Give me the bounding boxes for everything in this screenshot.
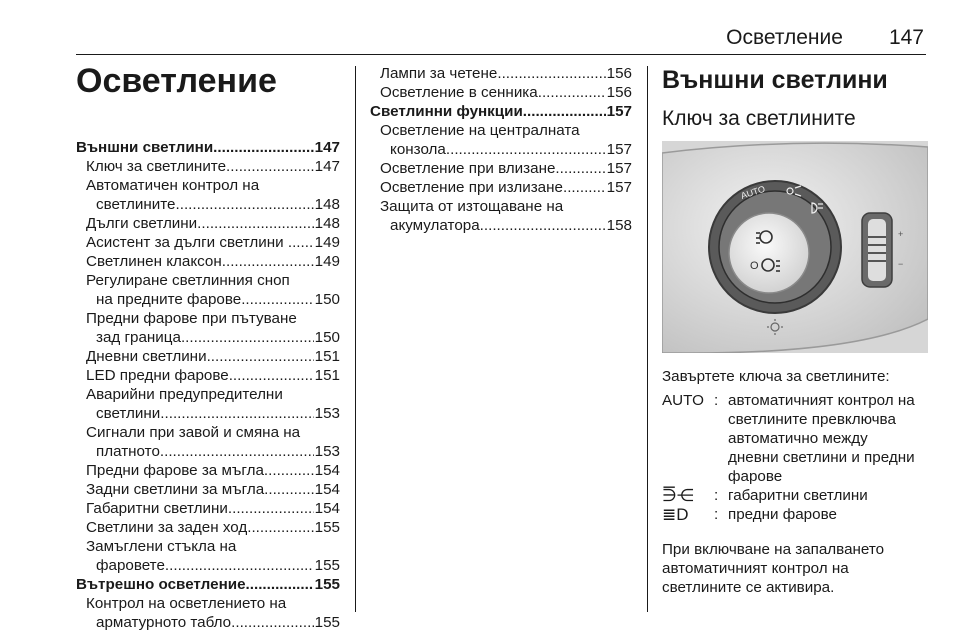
toc-page-number: 155 [314, 576, 340, 593]
toc-entry [370, 197, 632, 235]
toc-leader-dots [446, 140, 606, 159]
toc-page-number: 157 [606, 179, 632, 196]
toc-entry [370, 178, 632, 197]
toc-entry-label: конзола [390, 141, 446, 158]
toc-row [76, 252, 340, 271]
toc-page-number: 155 [314, 557, 340, 574]
toc-entry-label: Сигнали при завой и смяна на [86, 424, 301, 441]
page-number: 147 [888, 26, 924, 49]
toc-entry-label: LED предни фарове [86, 367, 229, 384]
toc-row [370, 216, 632, 235]
toc-row [370, 64, 632, 83]
toc-page-number: 148 [314, 215, 340, 232]
toc-page-number: 148 [314, 196, 340, 213]
switch-auto-label: AUTO [739, 183, 767, 201]
svg-text:+: + [898, 229, 904, 239]
toc-leader-dots [247, 518, 313, 537]
toc-row [76, 347, 340, 366]
toc-leader-dots [160, 442, 314, 461]
toc-section-entry [76, 138, 340, 157]
toc-page-number: 157 [606, 141, 632, 158]
toc-entry-label: Осветление при излизане [380, 179, 563, 196]
toc-entry [370, 64, 632, 83]
toc-entry [76, 157, 340, 176]
toc-leader-dots [160, 404, 313, 423]
toc-row [370, 102, 632, 121]
toc-row [76, 138, 340, 157]
right-column [662, 64, 928, 597]
toc-entry [370, 121, 632, 159]
light-switch-figure [662, 141, 928, 353]
toc-page-number: 156 [606, 84, 632, 101]
toc-leader-dots [241, 290, 313, 309]
toc-row [76, 499, 340, 518]
toc-entry-label: Външни светлини [76, 139, 214, 156]
toc-row [76, 233, 340, 252]
toc-row [76, 480, 340, 499]
toc-row [370, 159, 632, 178]
toc-row [370, 140, 632, 159]
toc-entry-label: Замъглени стъкла на [86, 538, 237, 555]
definition-line: фарове [728, 468, 783, 485]
table-of-contents-continued [370, 64, 632, 235]
outro-line: автоматичният контрол на [662, 560, 849, 577]
toc-entry-label: Лампи за четене [380, 65, 498, 82]
toc-leader-dots [246, 575, 314, 594]
toc-entry-label: Дълги светлини [86, 215, 198, 232]
left-column [76, 58, 340, 632]
toc-page-number: 156 [606, 65, 632, 82]
toc-entry-label: светлините [96, 196, 176, 213]
auto-term: AUTO [662, 392, 704, 409]
toc-leader-dots [176, 195, 314, 214]
toc-leader-dots [555, 159, 605, 178]
toc-row [76, 461, 340, 480]
toc-row [76, 404, 340, 423]
toc-leader-dots [538, 83, 606, 102]
definition-row [662, 505, 928, 524]
toc-page-number: 149 [314, 234, 340, 251]
toc-page-number: 155 [314, 519, 340, 536]
definition-line: светлините превключва [728, 411, 896, 428]
definition-colon: : [714, 506, 719, 523]
subsection-heading: Ключ за светлините [662, 107, 856, 130]
toc-entry-label: Задни светлини за мъгла [86, 481, 265, 498]
toc-row [76, 290, 340, 309]
toc-page-number: 153 [314, 443, 340, 460]
definition-description [728, 391, 928, 486]
definition-line: габаритни светлини [728, 487, 868, 504]
headlight-symbol-icon: ≣D [662, 505, 689, 524]
toc-entry-label: Контрол на осветлението на [86, 595, 287, 612]
toc-entry-label: Габаритни светлини [86, 500, 228, 517]
toc-row [76, 328, 340, 347]
outro-line: При включване на запалването [662, 541, 885, 558]
running-header-title: Осветление [726, 26, 843, 49]
column-divider-right [647, 66, 648, 612]
toc-row [76, 195, 340, 214]
toc-leader-dots [480, 216, 606, 235]
toc-entry [76, 423, 340, 461]
chapter-title: Осветление [76, 62, 277, 100]
toc-entry [76, 461, 340, 480]
toc-entry [76, 385, 340, 423]
toc-entry-label: Предни фарове при пътуване [86, 310, 297, 327]
toc-entry-label: фаровете [96, 557, 165, 574]
toc-row [370, 178, 632, 197]
toc-entry-label: Светлинен клаксон [86, 253, 222, 270]
column-divider-left [355, 66, 356, 612]
toc-section-entry [370, 102, 632, 121]
toc-page-number: 153 [314, 405, 340, 422]
toc-entry [76, 537, 340, 575]
toc-entry-label: Ключ за светлините [86, 158, 227, 175]
toc-entry-label: Вътрешно осветление [76, 576, 246, 593]
definition-row [662, 391, 928, 486]
toc-page-number: 154 [314, 500, 340, 517]
toc-entry [370, 159, 632, 178]
toc-entry-label: Дневни светлини [86, 348, 207, 365]
definition-line: предни фарове [728, 506, 837, 523]
toc-entry [76, 176, 340, 214]
toc-entry-label: Осветление в сенника [380, 84, 538, 101]
toc-row [76, 157, 340, 176]
middle-column [370, 64, 632, 235]
toc-entry-label: платното [96, 443, 160, 460]
toc-entry [76, 252, 340, 271]
section-heading: Външни светлини [662, 66, 888, 94]
toc-page-number: 149 [314, 253, 340, 270]
toc-page-number: 154 [314, 481, 340, 498]
toc-page-number: 154 [314, 462, 340, 479]
toc-row [76, 556, 340, 575]
toc-entry-label: Осветление при влизане [380, 160, 556, 177]
toc-entry-label: светлини [96, 405, 161, 422]
running-header [726, 26, 924, 50]
toc-entry [76, 271, 340, 309]
toc-leader-dots [226, 157, 314, 176]
toc-page-number: 155 [314, 614, 340, 631]
toc-leader-dots [292, 233, 314, 252]
definition-line: автоматичният контрол на [728, 392, 915, 409]
toc-entry [76, 347, 340, 366]
toc-entry [76, 309, 340, 347]
svg-text:−: − [898, 259, 904, 269]
definition-row [662, 486, 928, 505]
toc-section-entry [76, 575, 340, 594]
toc-leader-dots [181, 328, 314, 347]
toc-page-number: 151 [314, 367, 340, 384]
toc-entry-label: Регулиране светлинния сноп [86, 272, 290, 289]
toc-page-number: 157 [606, 160, 632, 177]
toc-entry-label: Светлини за заден ход [86, 519, 248, 536]
outro-line: светлините се активира. [662, 579, 835, 596]
toc-leader-dots [222, 252, 314, 271]
toc-entry-label: Аварийни предупредителни [86, 386, 283, 403]
toc-entry-label: зад граница [96, 329, 181, 346]
toc-entry [76, 480, 340, 499]
intro-text: Завъртете ключа за светлините: [662, 368, 890, 385]
toc-page-number: 151 [314, 348, 340, 365]
definition-list [662, 391, 928, 524]
rotary-knob[interactable] [729, 213, 809, 293]
definition-description [728, 486, 928, 505]
toc-leader-dots [264, 461, 314, 480]
toc-row [76, 613, 340, 632]
toc-entry-label: Светлинни функции [370, 103, 523, 120]
definition-line: дневни светлини и предни [728, 449, 915, 466]
toc-leader-dots [213, 138, 313, 157]
toc-entry-label: Осветление на централната [380, 122, 580, 139]
toc-row [76, 214, 340, 233]
toc-row [76, 575, 340, 594]
toc-page-number: 157 [606, 103, 632, 120]
toc-leader-dots [229, 366, 314, 385]
definition-colon: : [714, 392, 719, 409]
toc-page-number: 150 [314, 329, 340, 346]
toc-leader-dots [264, 480, 314, 499]
toc-entry-label: Асистент за дълги светлини . [86, 234, 293, 251]
toc-row [76, 442, 340, 461]
toc-entry [370, 83, 632, 102]
toc-leader-dots [523, 102, 606, 121]
outro-text [662, 540, 928, 597]
toc-page-number: 158 [606, 217, 632, 234]
toc-leader-dots [497, 64, 605, 83]
definition-colon: : [714, 487, 719, 504]
toc-leader-dots [231, 613, 314, 632]
toc-entry [76, 518, 340, 537]
parking-light-symbol-icon: ⋽⋲ [662, 486, 694, 505]
definition-line: автоматично между [728, 430, 868, 447]
toc-entry-label: Автоматичен контрол на [86, 177, 260, 194]
definition-description [728, 505, 928, 524]
toc-leader-dots [563, 178, 606, 197]
toc-entry-label: арматурното табло [96, 614, 232, 631]
toc-entry [76, 594, 340, 632]
light-switch-illustration [662, 141, 928, 353]
toc-entry-label: акумулатора [390, 217, 480, 234]
toc-page-number: 150 [314, 291, 340, 308]
svg-text:O: O [750, 260, 759, 272]
toc-entry-label: на предните фарове [96, 291, 242, 308]
toc-leader-dots [197, 214, 314, 233]
toc-leader-dots [207, 347, 314, 366]
toc-entry [76, 366, 340, 385]
toc-entry-label: Предни фарове за мъгла [86, 462, 264, 479]
toc-entry [76, 499, 340, 518]
toc-entry [76, 233, 340, 252]
toc-page-number: 147 [314, 158, 340, 175]
table-of-contents [76, 138, 340, 632]
toc-row [76, 518, 340, 537]
toc-leader-dots [165, 556, 314, 575]
toc-row [76, 366, 340, 385]
header-rule [76, 54, 926, 55]
toc-entry [76, 214, 340, 233]
toc-leader-dots [228, 499, 314, 518]
toc-row [370, 83, 632, 102]
toc-entry-label: Защита от изтощаване на [380, 198, 564, 215]
toc-page-number: 147 [314, 139, 340, 156]
